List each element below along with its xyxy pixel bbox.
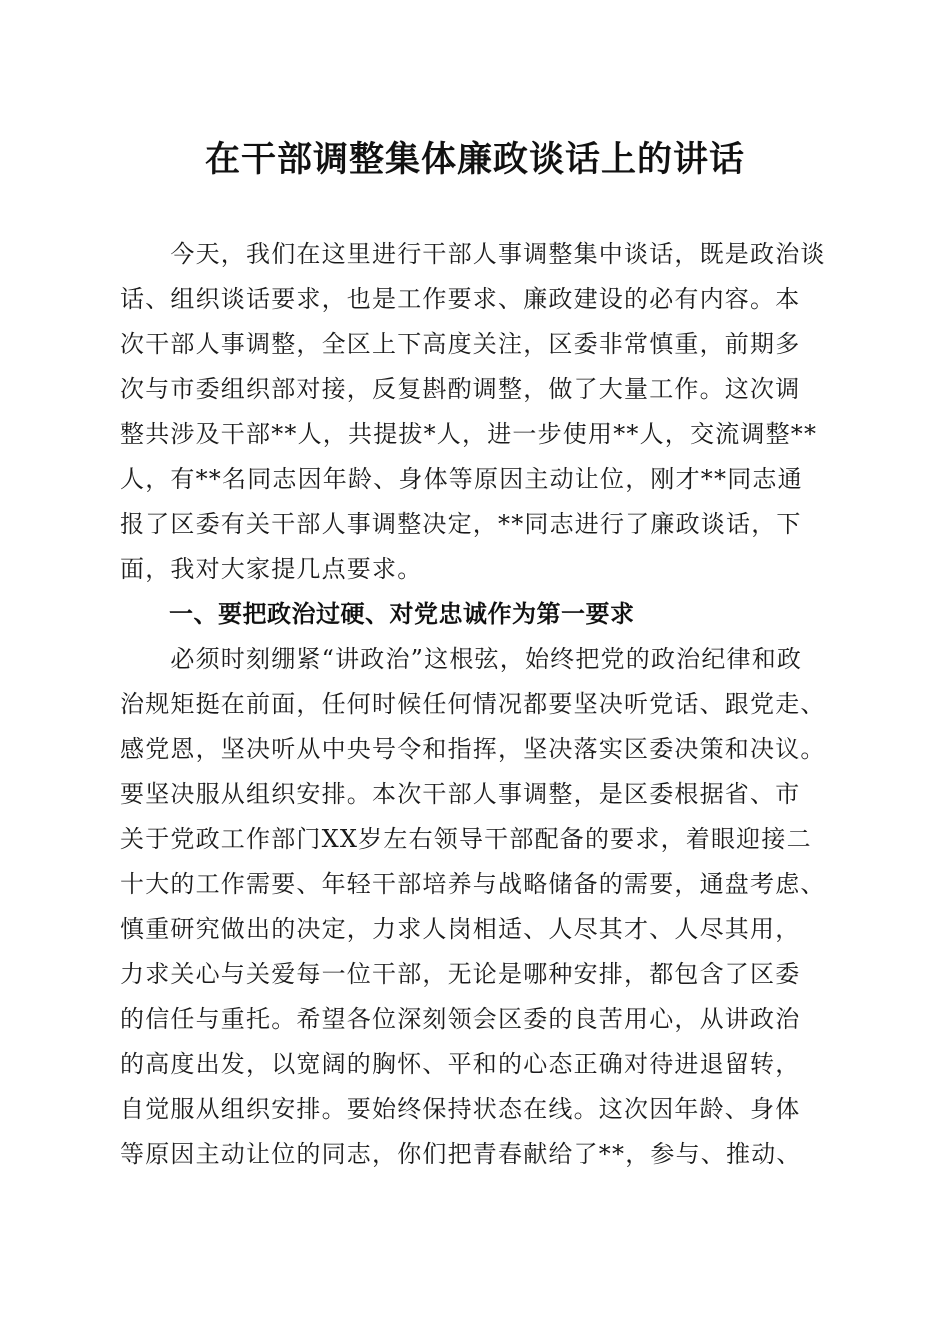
paragraph-line: 整共涉及干部**人，共提拔*人，进一步使用**人，交流调整** <box>120 420 818 448</box>
document-title: 在干部调整集体廉政谈话上的讲话 <box>204 139 745 180</box>
paragraph-line: 的高度出发，以宽阔的胸怀、平和的心态正确对待进退留转， <box>120 1050 801 1078</box>
paragraph-line: 力求关心与关爱每一位干部，无论是哪种安排，都包含了区委 <box>120 960 801 988</box>
paragraph-line: 的信任与重托。希望各位深刻领会区委的良苦用心，从讲政治 <box>120 1005 801 1033</box>
paragraph-line: 话、组织谈话要求，也是工作要求、廉政建设的必有内容。本 <box>120 285 801 313</box>
paragraph-line: 次与市委组织部对接，反复斟酌调整，做了大量工作。这次调 <box>120 375 801 403</box>
paragraph-line: 必须时刻绷紧“讲政治”这根弦，始终把党的政治纪律和政 <box>120 645 803 673</box>
paragraph-line: 自觉服从组织安排。要始终保持状态在线。这次因年龄、身体 <box>120 1095 801 1123</box>
paragraph-line: 感党恩，坚决听从中央号令和指挥，坚决落实区委决策和决议。 <box>120 735 826 763</box>
paragraph-line: 要坚决服从组织安排。本次干部人事调整，是区委根据省、市 <box>120 780 801 808</box>
section-heading: 一、要把政治过硬、对党忠诚作为第一要求 <box>120 600 635 628</box>
document-body <box>120 232 840 1177</box>
paragraph-line: 等原因主动让位的同志，你们把青春献给了**，参与、推动、 <box>120 1140 802 1168</box>
paragraph-line: 十大的工作需要、年轻干部培养与战略储备的需要，通盘考虑、 <box>120 870 826 898</box>
paragraph-line: 次干部人事调整，全区上下高度关注，区委非常慎重，前期多 <box>120 330 801 358</box>
paragraph-line: 报了区委有关干部人事调整决定，**同志进行了廉政谈话，下 <box>120 510 802 538</box>
paragraph-line: 人，有**名同志因年龄、身体等原因主动让位，刚才**同志通 <box>120 465 803 493</box>
paragraph-line: 今天，我们在这里进行干部人事调整集中谈话，既是政治谈 <box>120 240 826 268</box>
paragraph-line: 慎重研究做出的决定，力求人岗相适、人尽其才、人尽其用， <box>120 915 801 943</box>
paragraph-line: 治规矩挺在前面，任何时候任何情况都要坚决听党话、跟党走、 <box>120 690 826 718</box>
paragraph-line: 关于党政工作部门XX岁左右领导干部配备的要求，着眼迎接二 <box>120 825 812 853</box>
paragraph-line: 面，我对大家提几点要求。 <box>120 555 423 583</box>
